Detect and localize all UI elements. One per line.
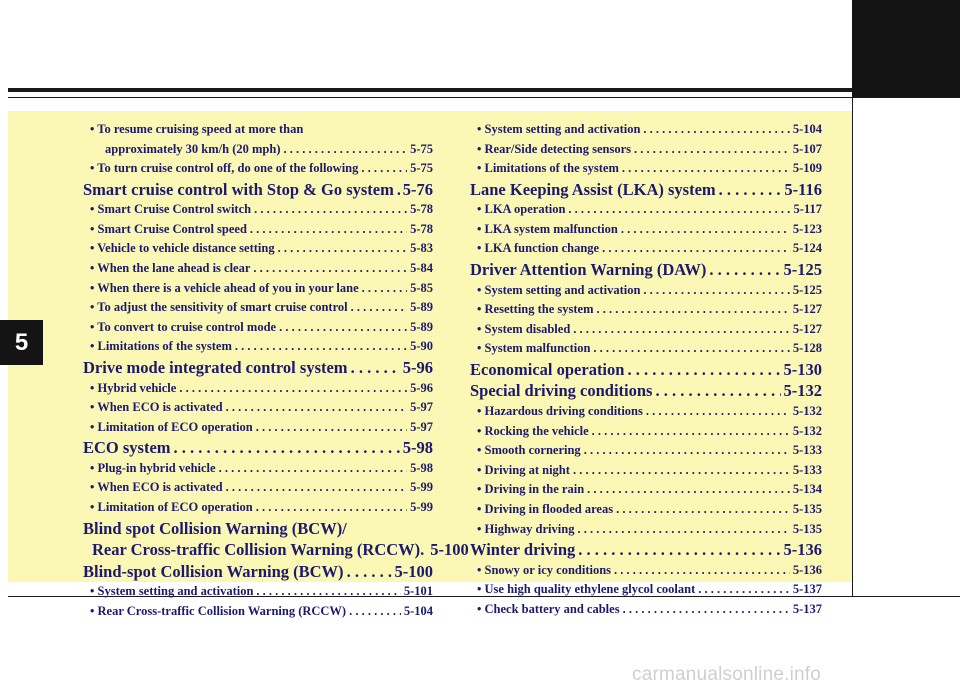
toc-leader-dots xyxy=(578,540,780,561)
header-rule xyxy=(8,88,852,92)
toc-leader-dots xyxy=(174,438,400,459)
toc-leader-dots xyxy=(622,159,790,179)
toc-section-entry[interactable] xyxy=(470,180,822,201)
toc-section-entry[interactable] xyxy=(83,358,433,379)
toc-page-number: 5-116 xyxy=(784,179,822,199)
toc-page-number: 5-78 xyxy=(410,221,433,236)
toc-page-number: 5-100 xyxy=(394,561,433,581)
toc-subentry[interactable] xyxy=(83,159,433,179)
toc-subentry[interactable] xyxy=(83,279,433,299)
toc-section-entry[interactable] xyxy=(470,381,822,402)
toc-leader-dots xyxy=(643,281,789,301)
toc-entry-title: • Highway driving xyxy=(477,521,575,536)
toc-entry-title: • When ECO is activated xyxy=(90,480,223,495)
toc-leader-dots xyxy=(592,422,790,442)
toc-entry-title: • Limitations of the system xyxy=(477,161,619,176)
toc-entry-title: • Limitations of the system xyxy=(90,339,232,354)
toc-entry-title: • When the lane ahead is clear xyxy=(90,261,251,276)
watermark: carmanualsonline.info xyxy=(632,664,822,685)
toc-leader-dots xyxy=(634,140,790,160)
toc-leader-dots xyxy=(283,140,407,160)
toc-leader-dots xyxy=(250,220,407,240)
margin-rule xyxy=(852,97,853,597)
toc-page-number: 5-101 xyxy=(403,584,433,599)
toc-subentry[interactable] xyxy=(470,461,822,481)
toc-page-number: 5-98 xyxy=(410,460,433,475)
toc-subentry[interactable] xyxy=(83,259,433,279)
toc-subentry[interactable] xyxy=(83,459,433,479)
toc-entry-title: • System setting and activation xyxy=(477,282,641,297)
toc-page-number: 5-117 xyxy=(793,202,822,217)
toc-page-number: 5-127 xyxy=(792,302,822,317)
toc-column-left xyxy=(83,120,469,621)
toc-subentry[interactable] xyxy=(470,561,822,581)
toc-entry-title: • Driving at night xyxy=(477,462,570,477)
toc-subentry[interactable] xyxy=(470,339,822,359)
toc-page-number: 5-97 xyxy=(410,400,433,415)
toc-leader-dots xyxy=(256,418,407,438)
toc-entry-title: • Smart Cruise Control switch xyxy=(90,202,252,217)
toc-entry-title: • Smooth cornering xyxy=(477,443,581,458)
toc-leader-dots xyxy=(643,120,789,140)
toc-page-number: 5-89 xyxy=(410,319,433,334)
toc-leader-dots xyxy=(698,580,790,600)
toc-subentry[interactable] xyxy=(470,422,822,442)
toc-section-entry[interactable] xyxy=(83,519,433,540)
toc-page-number: 5-133 xyxy=(792,462,822,477)
toc-leader-dots xyxy=(584,441,790,461)
toc-page-number: 5-135 xyxy=(792,501,822,516)
toc-entry-title: • LKA system malfunction xyxy=(477,221,618,236)
toc-entry-title: • Check battery and cables xyxy=(477,601,620,616)
toc-subentry[interactable] xyxy=(83,120,433,140)
toc-subentry[interactable] xyxy=(470,480,822,500)
toc-entry-title: Driver Attention Warning (DAW) xyxy=(470,260,707,280)
toc-page-number: 5-136 xyxy=(783,540,822,560)
toc-leader-dots xyxy=(235,337,407,357)
toc-leader-dots xyxy=(621,220,790,240)
header-thin-rule xyxy=(8,97,960,98)
toc-subentry[interactable] xyxy=(470,159,822,179)
toc-leader-dots xyxy=(219,459,408,479)
toc-page-number: 5-109 xyxy=(792,161,822,176)
toc-leader-dots xyxy=(623,600,790,620)
toc-leader-dots xyxy=(351,358,400,379)
toc-section-entry[interactable] xyxy=(470,540,822,561)
toc-page-number: 5-128 xyxy=(792,341,822,356)
toc-subentry[interactable] xyxy=(470,239,822,259)
toc-entry-title: • LKA operation xyxy=(477,202,566,217)
toc-entry-title: approximately 30 km/h (20 mph) xyxy=(105,141,281,156)
toc-entry-title: • Snowy or icy conditions xyxy=(477,562,612,577)
toc-page-number: 5-78 xyxy=(410,202,433,217)
toc-page-number: 5-96 xyxy=(402,358,433,378)
toc-entry-title: ECO system xyxy=(83,438,171,458)
chapter-tab: 5 xyxy=(0,320,43,365)
toc-entry-title: • To convert to cruise control mode xyxy=(90,319,277,334)
toc-page-number: 5-99 xyxy=(410,500,433,514)
toc-entry-title: • Hybrid vehicle xyxy=(90,380,177,395)
toc-entry-title: • Rear Cross-traffic Collision Warning (RCCW) xyxy=(90,603,347,618)
toc-leader-dots xyxy=(362,279,407,299)
toc-leader-dots xyxy=(573,461,790,481)
toc-leader-dots xyxy=(573,320,790,340)
toc-entry-title: • Resetting the system xyxy=(477,302,594,317)
toc-leader-dots xyxy=(254,200,407,220)
toc-subentry[interactable] xyxy=(470,500,822,520)
toc-leader-dots xyxy=(253,259,407,279)
toc-entry-title: • System malfunction xyxy=(477,341,591,356)
toc-entry-title: Drive mode integrated control system xyxy=(83,358,348,378)
toc-entry-title: Blind spot Collision Warning (BCW)/ xyxy=(83,518,347,538)
toc-entry-title: • Smart Cruise Control speed xyxy=(90,221,247,236)
toc-entry-title: Blind-spot Collision Warning (BCW) xyxy=(83,561,344,581)
toc-section-entry[interactable] xyxy=(83,562,433,583)
toc-entry-title: Winter driving xyxy=(470,540,576,560)
toc-leader-dots xyxy=(361,159,407,179)
toc-leader-dots xyxy=(655,381,780,402)
toc-entry-title: • Limitation of ECO operation xyxy=(90,500,253,514)
toc-page-number: 5-99 xyxy=(410,480,433,495)
toc-subentry[interactable] xyxy=(470,300,822,320)
corner-tab xyxy=(852,0,960,97)
toc-entry-title: Smart cruise control with Stop & Go system xyxy=(83,179,394,199)
toc-leader-dots xyxy=(616,500,790,520)
toc-subentry[interactable] xyxy=(83,379,433,399)
toc-subentry[interactable] xyxy=(83,220,433,240)
toc-leader-dots xyxy=(597,300,790,320)
toc-entry-title: • To resume cruising speed at more than xyxy=(90,122,304,136)
toc-entry-title: • System disabled xyxy=(477,321,571,336)
toc-leader-dots xyxy=(568,200,790,220)
toc-page-number: 5-135 xyxy=(792,521,822,536)
toc-entry-title: • Plug-in hybrid vehicle xyxy=(90,460,216,475)
toc-subentry[interactable] xyxy=(470,402,822,422)
toc-page-number: 5-96 xyxy=(410,380,433,395)
toc-leader-dots xyxy=(279,318,407,338)
toc-page-number: 5-123 xyxy=(792,221,822,236)
toc-leader-dots xyxy=(397,180,400,201)
toc-page-number: 5-98 xyxy=(402,438,433,458)
toc-section-entry[interactable] xyxy=(470,360,822,381)
toc-leader-dots xyxy=(347,562,392,583)
toc-section-entry[interactable] xyxy=(470,260,822,281)
toc-entry-title: Lane Keeping Assist (LKA) system xyxy=(470,179,716,199)
toc-entry-title: • Driving in flooded areas xyxy=(477,501,614,516)
toc-page-number: 5-83 xyxy=(410,241,433,256)
toc-subentry[interactable] xyxy=(470,600,822,620)
toc-subentry[interactable] xyxy=(83,478,433,498)
toc-page-number: 5-127 xyxy=(792,321,822,336)
toc-entry-title: • Limitation of ECO operation xyxy=(90,419,253,434)
toc-section-entry[interactable] xyxy=(83,438,433,459)
toc-entry-title: Rear Cross-traffic Collision Warning (RCCW). xyxy=(92,540,425,560)
toc-leader-dots xyxy=(602,239,790,259)
toc-subentry[interactable] xyxy=(83,582,433,602)
toc-page-number: 5-97 xyxy=(410,419,433,434)
toc-page-number: 5-132 xyxy=(792,403,822,418)
toc-page-number: 5-76 xyxy=(402,179,433,199)
toc-entry-title: • Hazardous driving conditions xyxy=(477,403,643,418)
toc-subentry[interactable] xyxy=(470,140,822,160)
toc-leader-dots xyxy=(256,582,400,602)
toc-page-number: 5-85 xyxy=(410,280,433,295)
toc-page-number: 5-134 xyxy=(792,482,822,497)
toc-subentry[interactable] xyxy=(83,337,433,357)
toc-subentry[interactable] xyxy=(470,441,822,461)
toc-page-number: 5-132 xyxy=(792,423,822,438)
toc-page-number: 5-132 xyxy=(783,381,822,401)
toc-leader-dots xyxy=(587,480,790,500)
toc-page-number: 5-75 xyxy=(410,161,433,176)
toc-page-number: 5-125 xyxy=(783,260,822,280)
toc-subentry[interactable] xyxy=(83,498,433,518)
toc-leader-dots xyxy=(593,339,789,359)
toc-page-number: 5-84 xyxy=(410,261,433,276)
toc-page-number: 5-104 xyxy=(792,122,822,136)
toc-entry-title: • Vehicle to vehicle distance setting xyxy=(90,241,275,256)
toc-subentry[interactable] xyxy=(470,200,822,220)
toc-page-number: 5-133 xyxy=(792,443,822,458)
toc-entry-title: • When ECO is activated xyxy=(90,400,223,415)
toc-entry-title: Economical operation xyxy=(470,359,625,379)
toc-subentry[interactable] xyxy=(83,200,433,220)
toc-subentry[interactable] xyxy=(470,120,822,140)
toc-page-number: 5-125 xyxy=(792,282,822,297)
toc-page-number: 5-136 xyxy=(792,562,822,577)
toc-entry-title: • Rear/Side detecting sensors xyxy=(477,141,632,156)
toc-page-number: 5-137 xyxy=(792,601,822,616)
toc-entry-title: • System setting and activation xyxy=(90,584,254,599)
toc-subentry[interactable] xyxy=(470,281,822,301)
toc-entry-title: Special driving conditions xyxy=(470,381,653,401)
toc-leader-dots xyxy=(179,379,407,399)
toc-entry-title: • LKA function change xyxy=(477,241,600,256)
toc-subentry[interactable] xyxy=(470,580,822,600)
toc-leader-dots xyxy=(719,180,782,201)
toc-page-number: 5-124 xyxy=(792,241,822,256)
toc-subentry[interactable] xyxy=(83,418,433,438)
toc-section-entry[interactable] xyxy=(83,180,433,201)
toc-page-number: 5-100 xyxy=(430,540,469,560)
toc-entry-title: • Driving in the rain xyxy=(477,482,585,497)
toc-page-number: 5-90 xyxy=(410,339,433,354)
toc-leader-dots xyxy=(256,498,407,518)
toc-page-number: 5-75 xyxy=(410,141,433,156)
toc-subentry[interactable] xyxy=(83,298,433,318)
toc-leader-dots xyxy=(351,298,407,318)
toc-entry-title: • To turn cruise control off, do one of the following xyxy=(90,161,359,176)
toc-subentry[interactable] xyxy=(470,320,822,340)
toc-section-entry[interactable] xyxy=(83,540,469,561)
toc-entry-title: • When there is a vehicle ahead of you in your lane xyxy=(90,280,359,295)
toc-column-right xyxy=(470,120,822,619)
toc-leader-dots xyxy=(226,478,407,498)
toc-leader-dots xyxy=(709,260,780,281)
toc-leader-dots xyxy=(646,402,790,422)
toc-leader-dots xyxy=(278,239,408,259)
toc-page-number: 5-104 xyxy=(403,603,433,618)
toc-subentry[interactable] xyxy=(83,140,433,160)
toc-entry-title: • Rocking the vehicle xyxy=(477,423,589,438)
toc-leader-dots xyxy=(349,602,401,622)
toc-subentry[interactable] xyxy=(470,520,822,540)
toc-leader-dots xyxy=(226,398,407,418)
toc-leader-dots xyxy=(627,360,780,381)
toc-subentry[interactable] xyxy=(83,602,433,622)
toc-subentry[interactable] xyxy=(83,239,433,259)
toc-entry-title: • To adjust the sensitivity of smart cruise control xyxy=(90,300,348,315)
toc-leader-dots xyxy=(577,520,789,540)
toc-subentry[interactable] xyxy=(83,318,433,338)
toc-page-number: 5-89 xyxy=(410,300,433,315)
toc-entry-title: • System setting and activation xyxy=(477,122,641,136)
toc-entry-title: • Use high quality ethylene glycol coolant xyxy=(477,582,696,597)
toc-page-number: 5-137 xyxy=(792,582,822,597)
toc-page-number: 5-107 xyxy=(792,141,822,156)
toc-page-number: 5-130 xyxy=(783,359,822,379)
toc-leader-dots xyxy=(614,561,790,581)
toc-subentry[interactable] xyxy=(470,220,822,240)
toc-subentry[interactable] xyxy=(83,398,433,418)
